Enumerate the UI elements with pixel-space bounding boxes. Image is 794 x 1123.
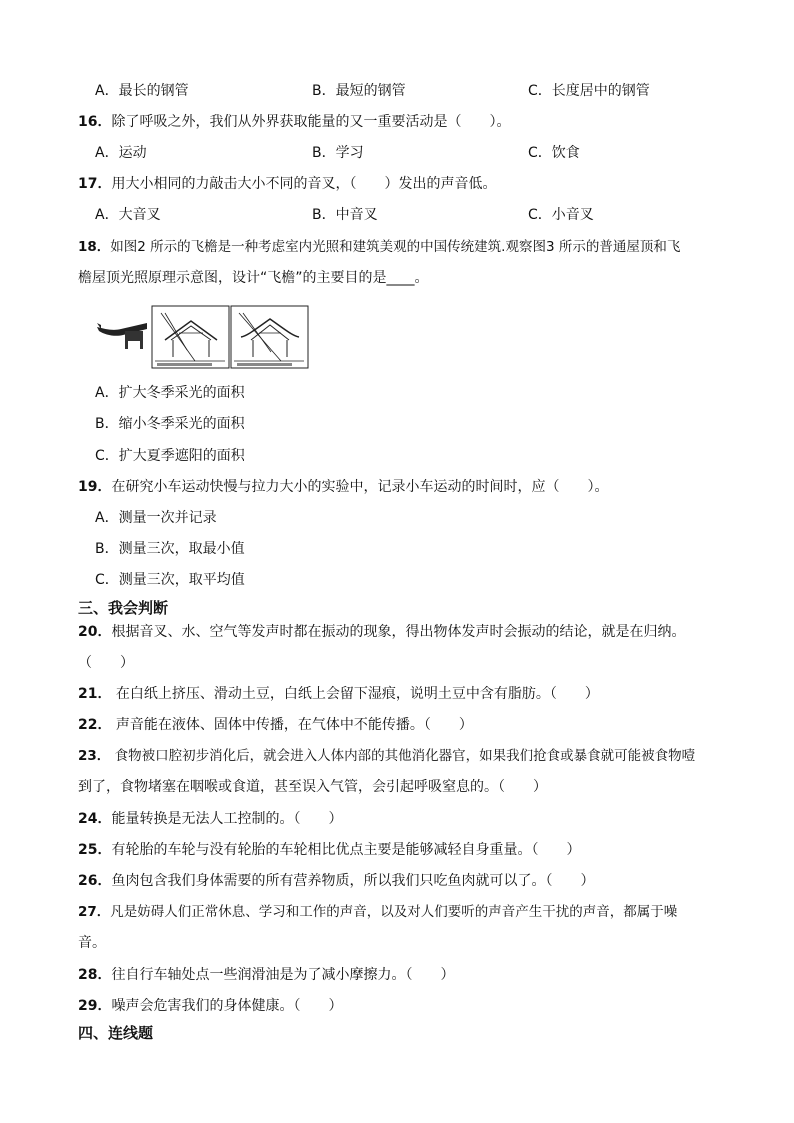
q27-text-line2: 音。 [78, 935, 106, 951]
q17-stem [78, 174, 496, 194]
q27-stem [78, 902, 677, 922]
q26-number: 26． [78, 873, 112, 889]
q19-text: 在研究小车运动快慢与拉力大小的实验中，记录小车运动的时间时，应（ ）。 [111, 479, 609, 495]
q23-stem [78, 746, 695, 766]
q22-stem [78, 715, 473, 735]
q20-text-line1: 根据音叉、水、空气等发声时都在振动的现象，得出物体发声时会振动的结论，就是在归纳。 [111, 624, 686, 640]
q23-number: 23． [78, 748, 111, 764]
q20-number: 20． [78, 624, 112, 640]
q23-text-line1: 食物被口腔初步消化后，就会进入人体内部的其他消化器官，如果我们抢食或暴食就可能被食物噎 [110, 748, 696, 764]
q19-option-b: B．测量三次，取最小值 [95, 541, 245, 557]
q16-text: 除了呼吸之外，我们从外界获取能量的又一重要活动是（ ）。 [111, 114, 511, 130]
q18-number: 18． [78, 239, 111, 255]
q19-stem [78, 477, 608, 497]
section-4-heading: 四、连线题 [78, 1024, 154, 1042]
section-3-heading: 三、我会判断 [78, 599, 169, 617]
q18-option-c: C．扩大夏季遮阳的面积 [95, 448, 245, 464]
q24-text: 能量转换是无法人工控制的。（ ） [111, 811, 343, 827]
q23-text-line2: 到了，食物堵塞在咽喉或食道，甚至误入气管，会引起呼吸窒息的。（ ） [78, 779, 547, 795]
q22-text: 声音能在液体、固体中传播，在气体中不能传播。（ ） [111, 717, 473, 733]
q26-text: 鱼肉包含我们身体需要的所有营养物质，所以我们只吃鱼肉就可以了。（ ） [111, 873, 595, 889]
q15-option-a: A．最长的钢管 [95, 83, 189, 99]
q22-number: 22． [78, 717, 112, 733]
q16-option-b: B．学习 [312, 145, 364, 161]
q19-option-a: A．测量一次并记录 [95, 510, 217, 526]
q25-text: 有轮胎的车轮与没有轮胎的车轮相比优点主要是能够减轻自身重量。（ ） [111, 842, 581, 858]
q20-stem [78, 622, 685, 642]
q18-text-line1: 如图2 所示的飞檐是一种考虑室内光照和建筑美观的中国传统建筑.观察图3 所示的普通屋顶和飞 [110, 239, 681, 255]
q17-option-a: A．大音叉 [95, 207, 161, 223]
q21-number: 21． [78, 686, 112, 702]
q21-text: 在白纸上挤压、滑动土豆，白纸上会留下湿痕，说明土豆中含有脂肪。（ ） [111, 686, 599, 702]
q17-option-c: C．小音叉 [528, 207, 594, 223]
q29-stem [78, 996, 342, 1016]
q16-option-a: A．运动 [95, 145, 147, 161]
q29-text: 噪声会危害我们的身体健康。（ ） [111, 998, 343, 1014]
q19-option-c: C．测量三次，取平均值 [95, 572, 245, 588]
q26-stem [78, 871, 594, 891]
q21-stem [78, 684, 599, 704]
q17-text: 用大小相同的力敲击大小不同的音叉，（ ）发出的声音低。 [111, 176, 497, 192]
flying-eave-icon [97, 323, 147, 349]
q18-stem [78, 237, 680, 257]
q16-number: 16． [78, 114, 112, 130]
q16-stem [78, 112, 510, 132]
q25-number: 25． [78, 842, 112, 858]
q25-stem [78, 840, 580, 860]
q19-number: 19． [78, 479, 112, 495]
eaves-roof-diagram [95, 305, 310, 370]
q18-option-a: A．扩大冬季采光的面积 [95, 385, 245, 401]
q16-option-c: C．饮食 [528, 145, 580, 161]
q15-option-c: C．长度居中的钢管 [528, 83, 650, 99]
q18-option-b: B．缩小冬季采光的面积 [95, 416, 245, 432]
q17-option-b: B．中音叉 [312, 207, 378, 223]
q28-number: 28． [78, 967, 112, 983]
q18-text-line2: 檐屋顶光照原理示意图，设计“飞檐”的主要目的是____。 [78, 270, 429, 286]
q28-stem [78, 965, 454, 985]
q28-text: 往自行车轴处点一些润滑油是为了减小摩擦力。（ ） [111, 967, 455, 983]
q17-number: 17． [78, 176, 112, 192]
q15-option-b: B．最短的钢管 [312, 83, 406, 99]
q27-number: 27． [78, 904, 111, 920]
q29-number: 29． [78, 998, 112, 1014]
q24-number: 24． [78, 811, 112, 827]
q24-stem [78, 809, 342, 829]
q18-figure [95, 305, 310, 374]
q20-answer-bracket: （ ） [78, 655, 134, 671]
q27-text-line1: 凡是妨碍人们正常休息、学习和工作的声音，以及对人们要听的声音产生干扰的声音，都属于噪 [110, 904, 678, 920]
